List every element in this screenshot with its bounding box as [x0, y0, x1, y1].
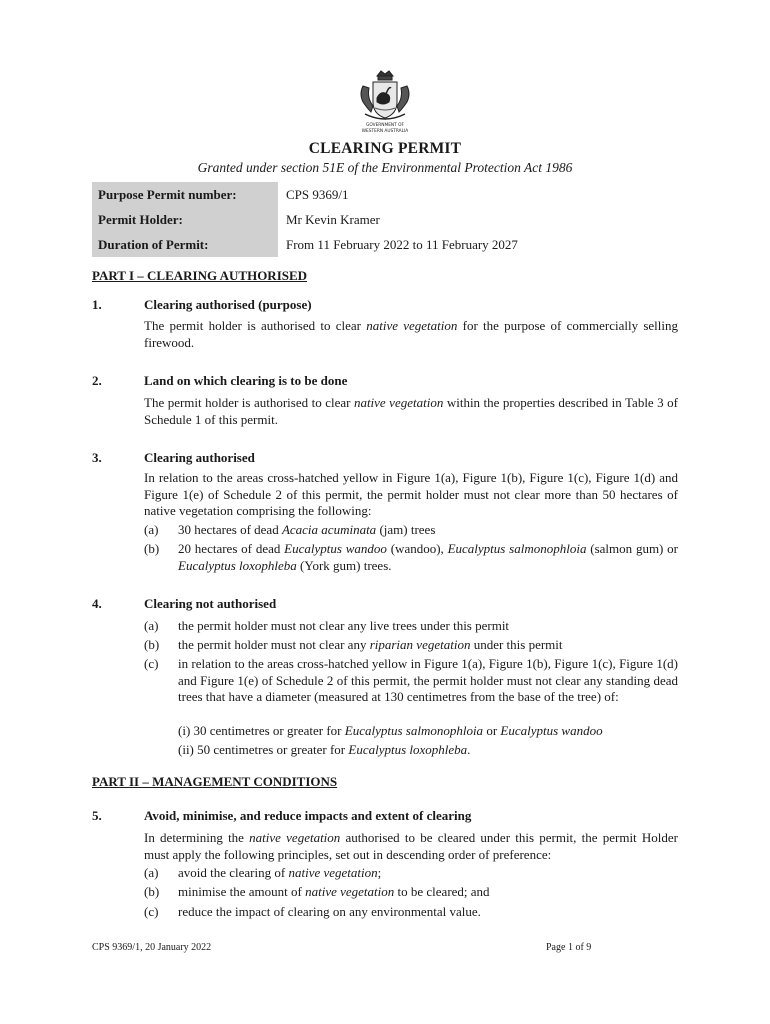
section-4-subitem-ii: (ii) 50 centimetres or greater for Eucalyptus loxophleba. [178, 742, 471, 757]
section-4-number: 4. [92, 596, 102, 611]
section-3-paragraph: In relation to the areas cross-hatched yellow in Figure 1(a), Figure 1(b), Figure 1(c), Figure 1(d) and Figure 1(e) of Schedule 2 of this permit, the permit holder must not clear more than 50 hectares of native vegetation comprising the following: [144, 470, 678, 518]
svg-text:GOVERNMENT OF: GOVERNMENT OF [366, 123, 404, 128]
section-3-heading: Clearing authorised [144, 450, 255, 465]
part1-heading: PART I – CLEARING AUTHORISED [92, 268, 308, 283]
section-3-number: 3. [92, 450, 102, 465]
section-5-item-a-label: (a) [144, 865, 159, 880]
section-4-item-b: the permit holder must not clear any riparian vegetation under this permit [178, 637, 563, 652]
svg-text:WESTERN AUSTRALIA: WESTERN AUSTRALIA [361, 129, 409, 134]
section-4-item-c-label: (c) [144, 656, 159, 671]
section-3-item-b: 20 hectares of dead Eucalyptus wandoo (wandoo), Eucalyptus salmonophloia (salmon gum) or Eucalyptus loxophleba (York gum) trees. [178, 541, 679, 573]
section-5-heading: Avoid, minimise, and reduce impacts and extent of clearing [144, 808, 472, 823]
duration-label: Duration of Permit: [92, 232, 278, 257]
footer-document-ref: CPS 9369/1, 20 January 2022 [92, 942, 212, 953]
section-4-item-a-label: (a) [144, 618, 159, 633]
section-5-item-b: minimise the amount of native vegetation to be cleared; and [178, 884, 490, 899]
section-4-subitem-i: (i) 30 centimetres or greater for Eucalyptus salmonophloia or Eucalyptus wandoo [178, 723, 603, 738]
section-5-number: 5. [92, 808, 102, 823]
section-1-number: 1. [92, 297, 102, 312]
section-4-item-a: the permit holder must not clear any live trees under this permit [178, 618, 510, 633]
duration-value: From 11 February 2022 to 11 February 2027 [286, 237, 518, 252]
section-2-heading: Land on which clearing is to be done [144, 373, 348, 388]
footer-page-number: Page 1 of 9 [546, 942, 592, 953]
section-1-paragraph: The permit holder is authorised to clear native vegetation for the purpose of commercially selling firewood. [144, 318, 678, 350]
section-3-item-b-label: (b) [144, 541, 160, 556]
section-5-item-b-label: (b) [144, 884, 160, 899]
section-5-paragraph: In determining the native vegetation authorised to be cleared under this permit, the permit Holder must apply the following principles, set out in descending order of preference: [144, 830, 678, 862]
section-5-item-c-label: (c) [144, 904, 159, 919]
permit-holder-value: Mr Kevin Kramer [286, 212, 380, 227]
section-5-item-a: avoid the clearing of native vegetation; [178, 865, 382, 880]
section-4-item-c: in relation to the areas cross-hatched yellow in Figure 1(a), Figure 1(b), Figure 1(c), Figure 1(d) and Figure 1(e) of Schedule 2 of this permit, the permit holder must not clear any standing dead trees that have a diameter (measured at 130 centimetres from the base of the tree) of: [178, 656, 678, 704]
section-3-item-a: 30 hectares of dead Acacia acuminata (jam) trees [178, 522, 436, 537]
document-title: CLEARING PERMIT [308, 140, 462, 157]
section-5-item-c: reduce the impact of clearing on any environmental value. [178, 904, 481, 919]
section-4-heading: Clearing not authorised [144, 596, 277, 611]
permit-number-value: CPS 9369/1 [286, 187, 349, 202]
wa-government-crest [353, 68, 417, 134]
part2-heading: PART II – MANAGEMENT CONDITIONS [92, 774, 338, 789]
document-subtitle: Granted under section 51E of the Environmental Protection Act 1986 [197, 160, 573, 175]
section-1-heading: Clearing authorised (purpose) [144, 297, 312, 312]
section-2-number: 2. [92, 373, 102, 388]
section-3-item-a-label: (a) [144, 522, 159, 537]
permit-holder-label: Permit Holder: [92, 207, 278, 232]
section-4-item-b-label: (b) [144, 637, 160, 652]
section-2-paragraph: The permit holder is authorised to clear native vegetation within the properties described in Table 3 of Schedule 1 of this permit. [144, 395, 678, 427]
permit-number-label: Purpose Permit number: [92, 182, 278, 207]
